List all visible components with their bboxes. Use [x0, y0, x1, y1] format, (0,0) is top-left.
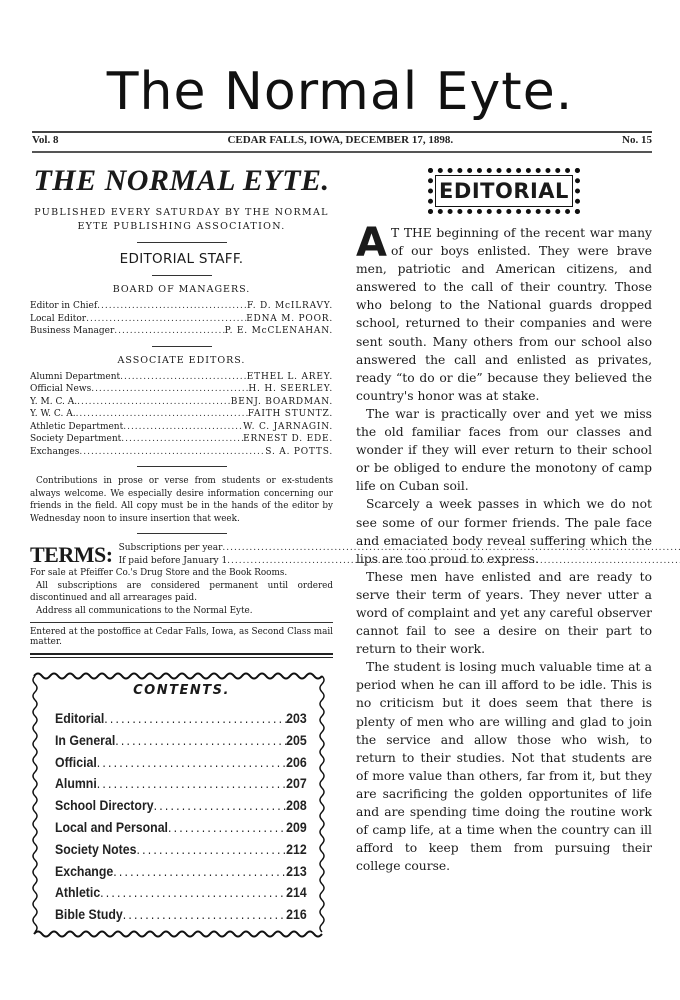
board-row [30, 313, 333, 326]
postal-entry-note: Entered at the postoffice at Cedar Falls, Iowa, as Second Class mail matter. [30, 627, 333, 647]
editorial-heading: EDITORIAL [435, 175, 573, 207]
associate-row [30, 446, 333, 459]
editorial-paragraph: The war is practically over and yet we miss the old familiar faces from our classes and wonder if they will ever return to their school or be obliged to endure the monotony of camp life on Cuban soil. [356, 406, 652, 494]
person: FAITH STUNTZ. [247, 409, 333, 419]
editorial-paragraph [356, 220, 652, 405]
board-row [30, 325, 333, 338]
role: Y. M. C. A. [30, 396, 78, 407]
drop-cap: A [356, 220, 387, 266]
divider [152, 346, 212, 347]
paragraph-text: T THE beginning of the recent war many of our boys enlisted. They were brave men, patriotic and American citizens, and answered to the call of their country. Those who belong to the National guards dropped school, returned to their companies and were sent south. Many others from our school also answered the call and enlisted as privates, ready “to do or die” because they believed the country's honor was at stake. [356, 226, 652, 403]
associates-list [30, 371, 333, 459]
contents-title: Athletic [55, 884, 101, 901]
contents-title: Alumni [55, 775, 97, 792]
contents-page: 212 [286, 840, 307, 857]
double-rule [30, 657, 333, 658]
issue-number: No. 15 [622, 134, 652, 146]
role: Alumni Department [30, 371, 121, 382]
role: Athletic Department [30, 421, 124, 432]
masthead-rule-bottom [32, 151, 652, 153]
associate-row [30, 396, 333, 409]
person: BENJ. BOARDMAN. [230, 396, 333, 407]
contents-page: 206 [286, 753, 307, 770]
contents-item[interactable] [55, 882, 307, 904]
dateline [32, 134, 652, 150]
person: ERNEST D. EDE. [243, 434, 333, 444]
associates-heading: ASSOCIATE EDITORS. [117, 354, 246, 366]
contents-page: 216 [286, 906, 307, 923]
person: EDNA M. POOR. [246, 313, 333, 324]
editorial-paragraph: These men have enlisted and are ready to serve their term of years. They never utter a word of complaint and yet any careful observer cannot fail to see a desire on their part to return to their work. [356, 569, 652, 657]
terms-block [30, 542, 333, 567]
left-column [30, 160, 333, 940]
volume-label: Vol. 8 [32, 134, 59, 146]
contents-item[interactable] [55, 795, 307, 817]
role: Official News [30, 384, 92, 394]
person: H. H. SEERLEY. [248, 384, 333, 394]
person: ETHEL L. AREY. [246, 371, 333, 382]
contents-page: 205 [286, 731, 307, 748]
contents-page: 213 [286, 862, 307, 879]
divider [30, 622, 333, 623]
terms-item: Subscriptions per year [118, 543, 223, 553]
editorial-paragraph: The student is losing much valuable time at a period when he can ill afford to be idle. This is no criticism but it does seem that there is plenty of men who are willing and glad to join the service and allow those who wish, to return to their studies. Not that students are of more value than others, far from it, but they are sacrificing the golden opportunites of life and are spending time doing the routine work of camp life, at a time when the country can ill afford to keep them from pursuing their college course. [356, 660, 652, 874]
contents-list [55, 708, 307, 926]
contents-page: 209 [286, 818, 307, 835]
editorial-body [356, 220, 652, 875]
publication-title: THE NORMAL EYTE. [33, 164, 330, 197]
contents-title: Official [55, 753, 97, 770]
divider [152, 275, 212, 276]
role: Business Manager [30, 326, 115, 336]
associate-row [30, 433, 333, 446]
role: Y. W. C. A. [30, 409, 76, 419]
contents-item[interactable] [55, 861, 307, 883]
contents-title: Editorial [55, 710, 105, 726]
terms-label: TERMS: [30, 541, 113, 567]
divider [137, 533, 227, 534]
subscriptions-note: All subscriptions are considered permanent until ordered discontinued and all arrearages paid. [30, 580, 333, 603]
contents-page: 203 [286, 710, 307, 726]
contents-item[interactable] [55, 752, 307, 774]
board-list [30, 300, 333, 338]
board-row [30, 300, 333, 313]
board-heading: BOARD OF MANAGERS. [112, 284, 251, 295]
contents-heading: CONTENTS. [133, 683, 230, 698]
role: Local Editor [30, 313, 87, 324]
contents-item[interactable] [55, 817, 307, 839]
contents-title: Exchange [55, 862, 114, 879]
contents-box [30, 670, 333, 940]
place-date: CEDAR FALLS, IOWA, DECEMBER 17, 1898. [227, 134, 454, 146]
double-rule [30, 653, 333, 655]
editorial-column [356, 168, 652, 875]
address-note: Address all communications to the Normal Eyte. [36, 605, 253, 616]
associate-row [30, 371, 333, 384]
contents-page: 208 [286, 797, 307, 814]
contents-title: Bible Study [55, 906, 123, 923]
associate-row [30, 383, 333, 396]
terms-item: If paid before January 1 [118, 555, 228, 566]
contents-item[interactable] [55, 773, 307, 795]
publisher-note: PUBLISHED EVERY SATURDAY BY THE NORMAL EYTE PUBLISHING ASSOCIATION. [34, 207, 329, 232]
contents-title: Society Notes [55, 840, 137, 857]
contents-title: In General [55, 731, 116, 748]
associate-row [30, 408, 333, 421]
contents-item[interactable] [55, 708, 307, 730]
person: F. D. McILRAVY. [247, 301, 333, 311]
contents-item[interactable] [55, 904, 307, 926]
editorial-paragraph: Scarcely a week passes in which we do not see some of our former friends. The pale face and emaciated body reveal suffering which the lips are too proud to express. [356, 497, 652, 566]
contents-item[interactable] [55, 839, 307, 861]
contents-item[interactable] [55, 730, 307, 752]
divider [137, 242, 227, 243]
masthead-rule-top [32, 131, 652, 133]
role: Editor in Chief [30, 301, 98, 311]
contributions-note: Contributions in prose or verse from students or ex-students always welcome. We especially desire information concerning our friends in the field. All copy must be in the hands of the editor by Wednesday noon to insure insertion that week. [30, 476, 333, 524]
divider [137, 466, 227, 467]
person: W. C. JARNAGIN. [243, 421, 333, 432]
contents-title: School Directory [55, 797, 154, 814]
editorial-banner [428, 168, 580, 214]
for-sale-note: For sale at Pfeiffer Co.'s Drug Store and the Book Rooms. [30, 568, 288, 578]
person: S. A. POTTS. [265, 446, 333, 457]
staff-heading: EDITORIAL STAFF. [119, 251, 244, 267]
contents-page: 214 [286, 884, 307, 901]
masthead-title: The Normal Eyte. [106, 62, 574, 122]
role: Exchanges [30, 446, 80, 457]
role: Society Department [30, 434, 122, 444]
contents-page: 207 [286, 775, 307, 792]
associate-row [30, 421, 333, 434]
person: P. E. McCLENAHAN. [224, 326, 333, 336]
contents-title: Local and Personal [55, 818, 168, 835]
